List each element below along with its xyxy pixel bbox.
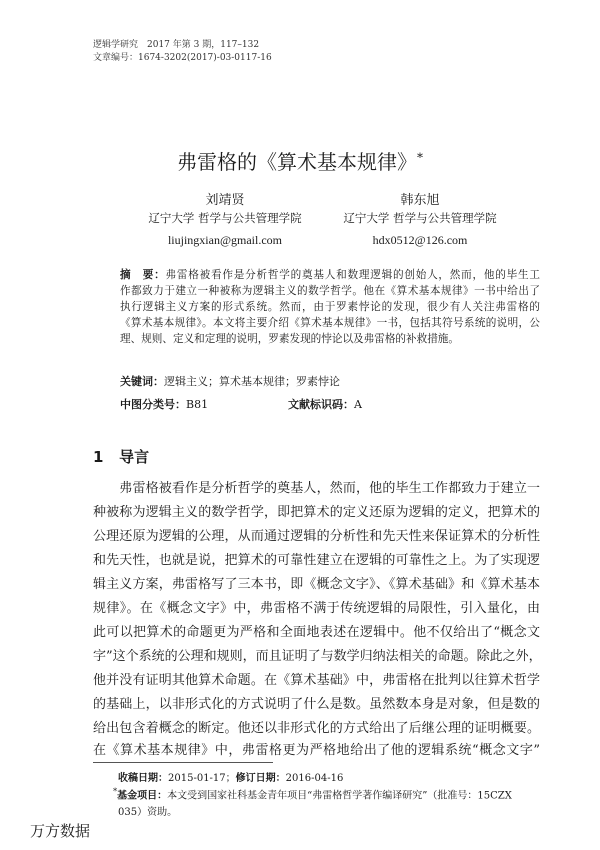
classification: [120, 396, 208, 412]
abstract-line: 执行逻辑主义方案的形式系统。然而，由于罗素悖论的发现，很少有人关注弗雷格的: [120, 301, 540, 313]
body-line: 的基础上，以非形式化的方式说明了什么是数。虽然数本身是对象，但是数的: [93, 697, 540, 712]
author-affiliation: 辽宁大学 哲学与公共管理学院: [148, 211, 302, 225]
abstract-line: 《算术基本规律》。本文将主要介绍《算术基本规律》一书，包括其符号系统的说明，公: [120, 317, 540, 329]
revised-label: 修订日期：: [235, 773, 286, 784]
body-line: 给出包含着概念的断定。他还以非形式化的方式给出了后继公理的证明概要。: [93, 721, 540, 736]
fund-note: [113, 786, 512, 801]
paper-title: [0, 146, 600, 175]
author-email: hdx0512@126.com: [372, 233, 468, 247]
body-line: 辑主义方案，弗雷格写了三本书，即《概念文字》、《算术基础》和《算术基本: [93, 577, 540, 592]
body-line: 弗雷格被看作是分析哲学的奠基人，然而，他的毕生工作都致力于建立一: [93, 481, 540, 496]
body-line: 种被称为逻辑主义的数学哲学，即把算术的定义还原为逻辑的定义，把算术的: [93, 505, 540, 520]
received-date: 2015-01-17；: [168, 773, 236, 784]
document-code: [288, 396, 362, 412]
fund-text: 本文受到国家社科基金青年项目“弗雷格哲学著作编译研究”（批准号：15CZX: [167, 790, 512, 802]
author-name: 刘靖贤: [205, 193, 245, 208]
abstract-label: 摘 要：: [120, 269, 166, 281]
title-text: 弗雷格的《算术基本规律》: [177, 150, 417, 174]
fund-mark: *: [113, 786, 118, 796]
watermark: 万方数据: [30, 822, 91, 840]
body-line: 公理还原为逻辑的公理，从而通过逻辑的分析性和先天性来保证算术的分析性: [93, 529, 540, 544]
received-label: 收稿日期：: [118, 773, 168, 784]
keywords: [120, 373, 340, 389]
keywords-label: 关键词：: [120, 375, 164, 388]
section-number: 1: [93, 448, 104, 466]
abstract-text: 弗雷格被看作是分析哲学的奠基人和数理逻辑的创始人，然而，他的毕生工: [165, 269, 541, 281]
body-line: 他并没有证明其他算术命题。在《算术基础》中，弗雷格在批判以往算术哲学: [93, 673, 540, 688]
doc-code-value: A: [354, 398, 362, 411]
abstract-line: 理、规则、定义和定理的说明，罗素发现的悖论以及弗雷格的补救措施。: [120, 333, 459, 345]
abstract-line: 作都致力于建立一种被称为逻辑主义的数学哲学。他在《算术基本规律》一书中给出了: [120, 285, 540, 297]
section-heading: [93, 446, 149, 467]
fund-note-cont: 035）资助。: [118, 807, 178, 818]
journal-info: 逻辑学研究 2017 年第 3 期，117–132: [93, 40, 260, 50]
body-line: 此可以把算术的命题更为严格和全面地表述在逻辑中。他不仅给出了“概念文: [93, 625, 540, 640]
title-footnote-mark: *: [417, 150, 423, 165]
body-line: 字”这个系统的公理和规则，而且证明了与数学归纳法相关的命题。除此之外，: [93, 649, 542, 664]
abstract-line: [120, 268, 540, 282]
footnote-divider: [93, 762, 273, 763]
revised-date: 2016-04-16: [285, 773, 344, 784]
body-line: 和先天性，也就是说，把算术的可靠性建立在逻辑的可靠性之上。为了实现逻: [93, 553, 540, 568]
article-number: 文章编号：1674-3202(2017)-03-0117-16: [93, 53, 272, 63]
fund-label: 基金项目：: [117, 790, 168, 802]
body-line: 规律》。在《概念文字》中，弗雷格不满于传统逻辑的局限性，引入量化，由: [93, 601, 540, 616]
doc-code-label: 文献标识码：: [288, 398, 354, 411]
clc-label: 中图分类号：: [120, 398, 186, 411]
keywords-value: 逻辑主义；算术基本规律；罗素悖论: [164, 375, 340, 388]
body-line: 在《算术基本规律》中，弗雷格更为严格地给出了他的逻辑系统“概念文字”: [93, 743, 540, 758]
author-email: liujingxian@gmail.com: [167, 233, 283, 247]
author-name: 韩东旭: [400, 193, 440, 208]
section-title: 导言: [119, 448, 150, 466]
author-affiliation: 辽宁大学 哲学与公共管理学院: [343, 211, 497, 225]
clc-value: B81: [186, 398, 209, 411]
received-dates: [118, 769, 343, 784]
